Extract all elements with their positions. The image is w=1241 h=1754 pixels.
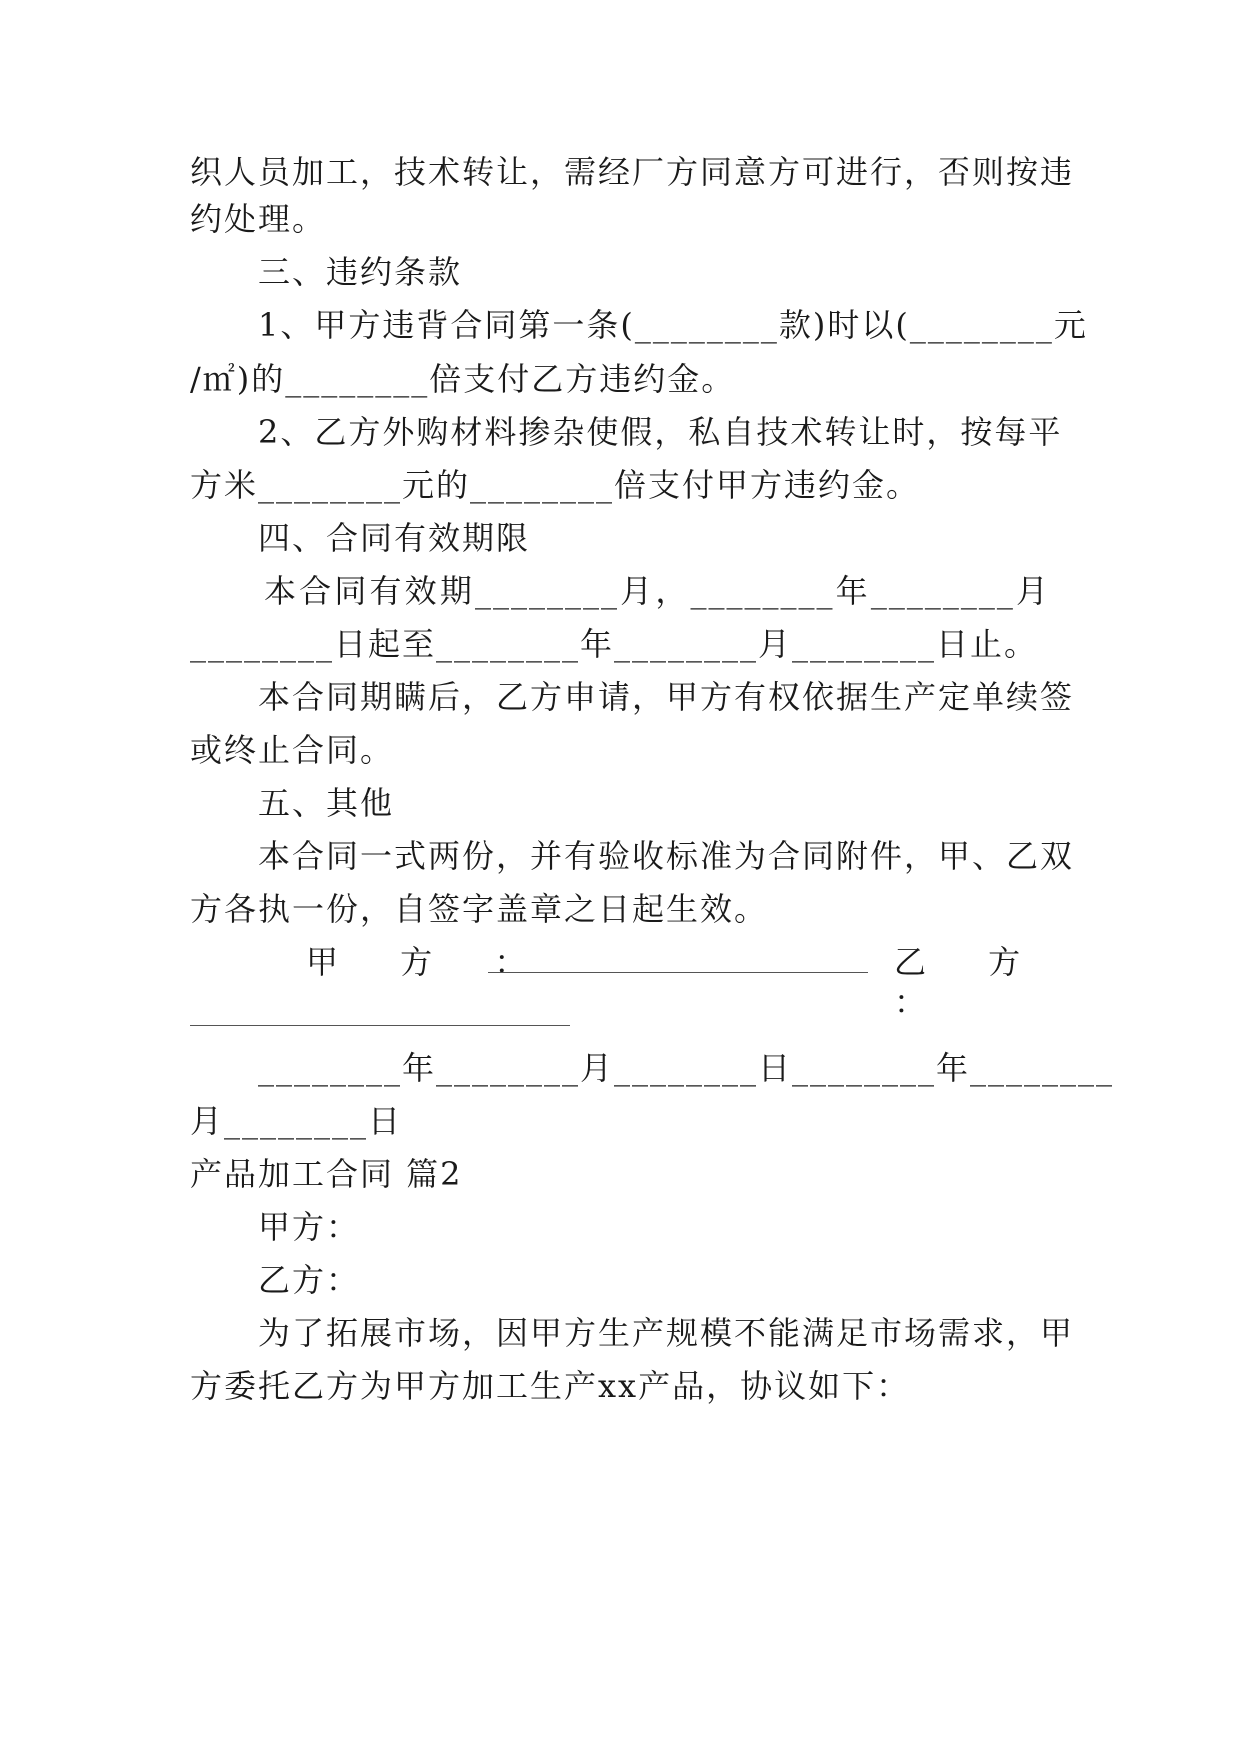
party-a-line: 甲方： [258, 1208, 361, 1246]
date-line: ________年________月________日________年________ [258, 1049, 1115, 1087]
section-heading: 三、违约条款 [258, 253, 463, 291]
text-line: 或终止合同。 [190, 731, 395, 769]
section-heading: 四、合同有效期限 [258, 519, 531, 557]
date-line: 月________日 [190, 1102, 403, 1140]
text-line: 方各执一份，自签字盖章之日起生效。 [190, 890, 769, 928]
section-heading: 五、其他 [258, 784, 395, 822]
signature-row [190, 942, 1050, 1021]
text-line: ________日起至________年________月________日止。 [190, 625, 1039, 663]
text-line: 方委托乙方为甲方加工生产xx产品，协议如下： [190, 1367, 911, 1405]
party-b-label: 乙 方 ： [894, 943, 1047, 1021]
text-line: 本合同一式两份，并有验收标准为合同附件，甲、乙双 [258, 837, 1075, 875]
text-line: 本合同期瞒后，乙方申请，甲方有权依据生产定单续签 [258, 678, 1075, 716]
party-b-line: 乙方： [258, 1261, 361, 1299]
text-line: 2、乙方外购材料掺杂使假，私自技术转让时，按每平 [258, 413, 1063, 451]
section-title: 产品加工合同 篇2 [190, 1155, 463, 1193]
text-line: 为了拓展市场，因甲方生产规模不能满足市场需求，甲 [258, 1314, 1075, 1352]
text-line: /㎡)的________倍支付乙方违约金。 [190, 360, 736, 398]
signature-line [488, 942, 868, 973]
text-line: 本合同有效期________月，________年________月 [264, 572, 1050, 610]
signature-line-row [190, 995, 1050, 1035]
text-line: 方米________元的________倍支付甲方违约金。 [190, 466, 921, 504]
text-line: 约处理。 [190, 200, 327, 238]
text-line: 1、甲方违背合同第一条(________款)时以(________元 [258, 306, 1088, 344]
signature-line [190, 995, 570, 1026]
text-line: 织人员加工，技术转让，需经厂方同意方可进行，否则按违 [190, 153, 1075, 191]
party-a-label: 甲 方 ： [306, 943, 553, 981]
